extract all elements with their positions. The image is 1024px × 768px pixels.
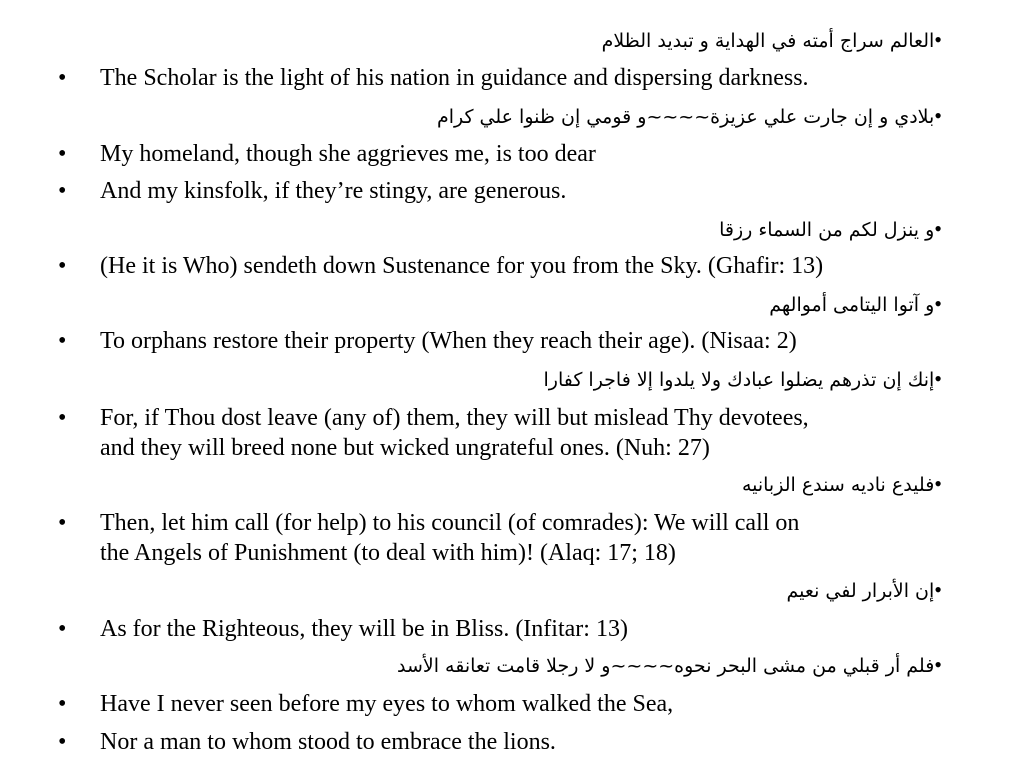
bullet-icon: • bbox=[58, 328, 67, 354]
arabic-line-2 bbox=[437, 101, 964, 132]
bullet-icon: • bbox=[58, 253, 67, 279]
arabic-text: و ينزل لكم من السماء رزقا bbox=[719, 219, 935, 241]
arabic-line-6 bbox=[742, 469, 964, 500]
english-text: The Scholar is the light of his nation in guidance and dispersing darkness. bbox=[100, 65, 809, 91]
english-text: As for the Righteous, they will be in Bliss. (Infitar: 13) bbox=[100, 616, 628, 642]
arabic-text: إنك إن تذرهم يضلوا عبادك ولا يلدوا إلا فاجرا كفارا bbox=[543, 369, 935, 391]
arabic-line-8 bbox=[397, 650, 964, 681]
english-text: And my kinsfolk, if they’re stingy, are generous. bbox=[100, 178, 567, 204]
bullet-icon: • bbox=[58, 141, 67, 167]
bullet-icon: • bbox=[58, 178, 67, 204]
arabic-text: إن الأبرار لفي نعيم bbox=[786, 580, 935, 602]
arabic-text: فليدع ناديه سندع الزبانيه bbox=[741, 474, 935, 496]
arabic-text: و آتوا اليتامى أموالهم bbox=[769, 294, 935, 316]
bullet-icon: • bbox=[58, 616, 67, 642]
english-text: To orphans restore their property (When they reach their age). (Nisaa: 2) bbox=[100, 328, 797, 354]
arabic-line-3 bbox=[719, 214, 964, 245]
arabic-text: بلادي و إن جارت علي عزيزة~~~~و قومي إن ظنوا علي كرام bbox=[436, 106, 935, 128]
bullet-icon: • bbox=[58, 65, 67, 91]
arabic-line-4 bbox=[769, 289, 964, 320]
english-text: Nor a man to whom stood to embrace the lions. bbox=[100, 729, 556, 755]
bullet-icon: • bbox=[934, 577, 942, 602]
english-text: My homeland, though she aggrieves me, is too dear bbox=[100, 141, 596, 167]
bullet-icon: • bbox=[934, 103, 942, 128]
english-text: (He it is Who) sendeth down Sustenance for you from the Sky. (Ghafir: 13) bbox=[100, 253, 824, 279]
bullet-icon: • bbox=[58, 729, 67, 755]
arabic-line-7 bbox=[787, 575, 964, 606]
bullet-icon: • bbox=[934, 27, 942, 52]
bullet-icon: • bbox=[58, 510, 67, 536]
english-text: For, if Thou dost leave (any of) them, they will but mislead Thy devotees, bbox=[100, 405, 809, 431]
english-text: Then, let him call (for help) to his council (of comrades): We will call on bbox=[100, 510, 800, 536]
bullet-icon: • bbox=[58, 405, 67, 431]
arabic-line-5 bbox=[543, 364, 964, 395]
bullet-icon: • bbox=[934, 366, 942, 391]
english-text-continued: the Angels of Punishment (to deal with him)! (Alaq: 17; 18) bbox=[100, 540, 676, 566]
arabic-text: فلم أر قبلي من مشى البحر نحوه~~~~و لا رجلا قامت تعانقه الأسد bbox=[396, 655, 935, 677]
bullet-icon: • bbox=[934, 216, 942, 241]
english-text: Have I never seen before my eyes to whom walked the Sea, bbox=[100, 691, 674, 717]
english-text-continued: and they will breed none but wicked ungrateful ones. (Nuh: 27) bbox=[100, 435, 710, 461]
arabic-line-1 bbox=[602, 25, 964, 56]
bullet-icon: • bbox=[58, 691, 67, 717]
arabic-text: العالم سراج أمته في الهداية و تبديد الظلام bbox=[601, 30, 935, 52]
bullet-icon: • bbox=[934, 291, 942, 316]
bullet-icon: • bbox=[934, 652, 942, 677]
bullet-icon: • bbox=[934, 471, 942, 496]
